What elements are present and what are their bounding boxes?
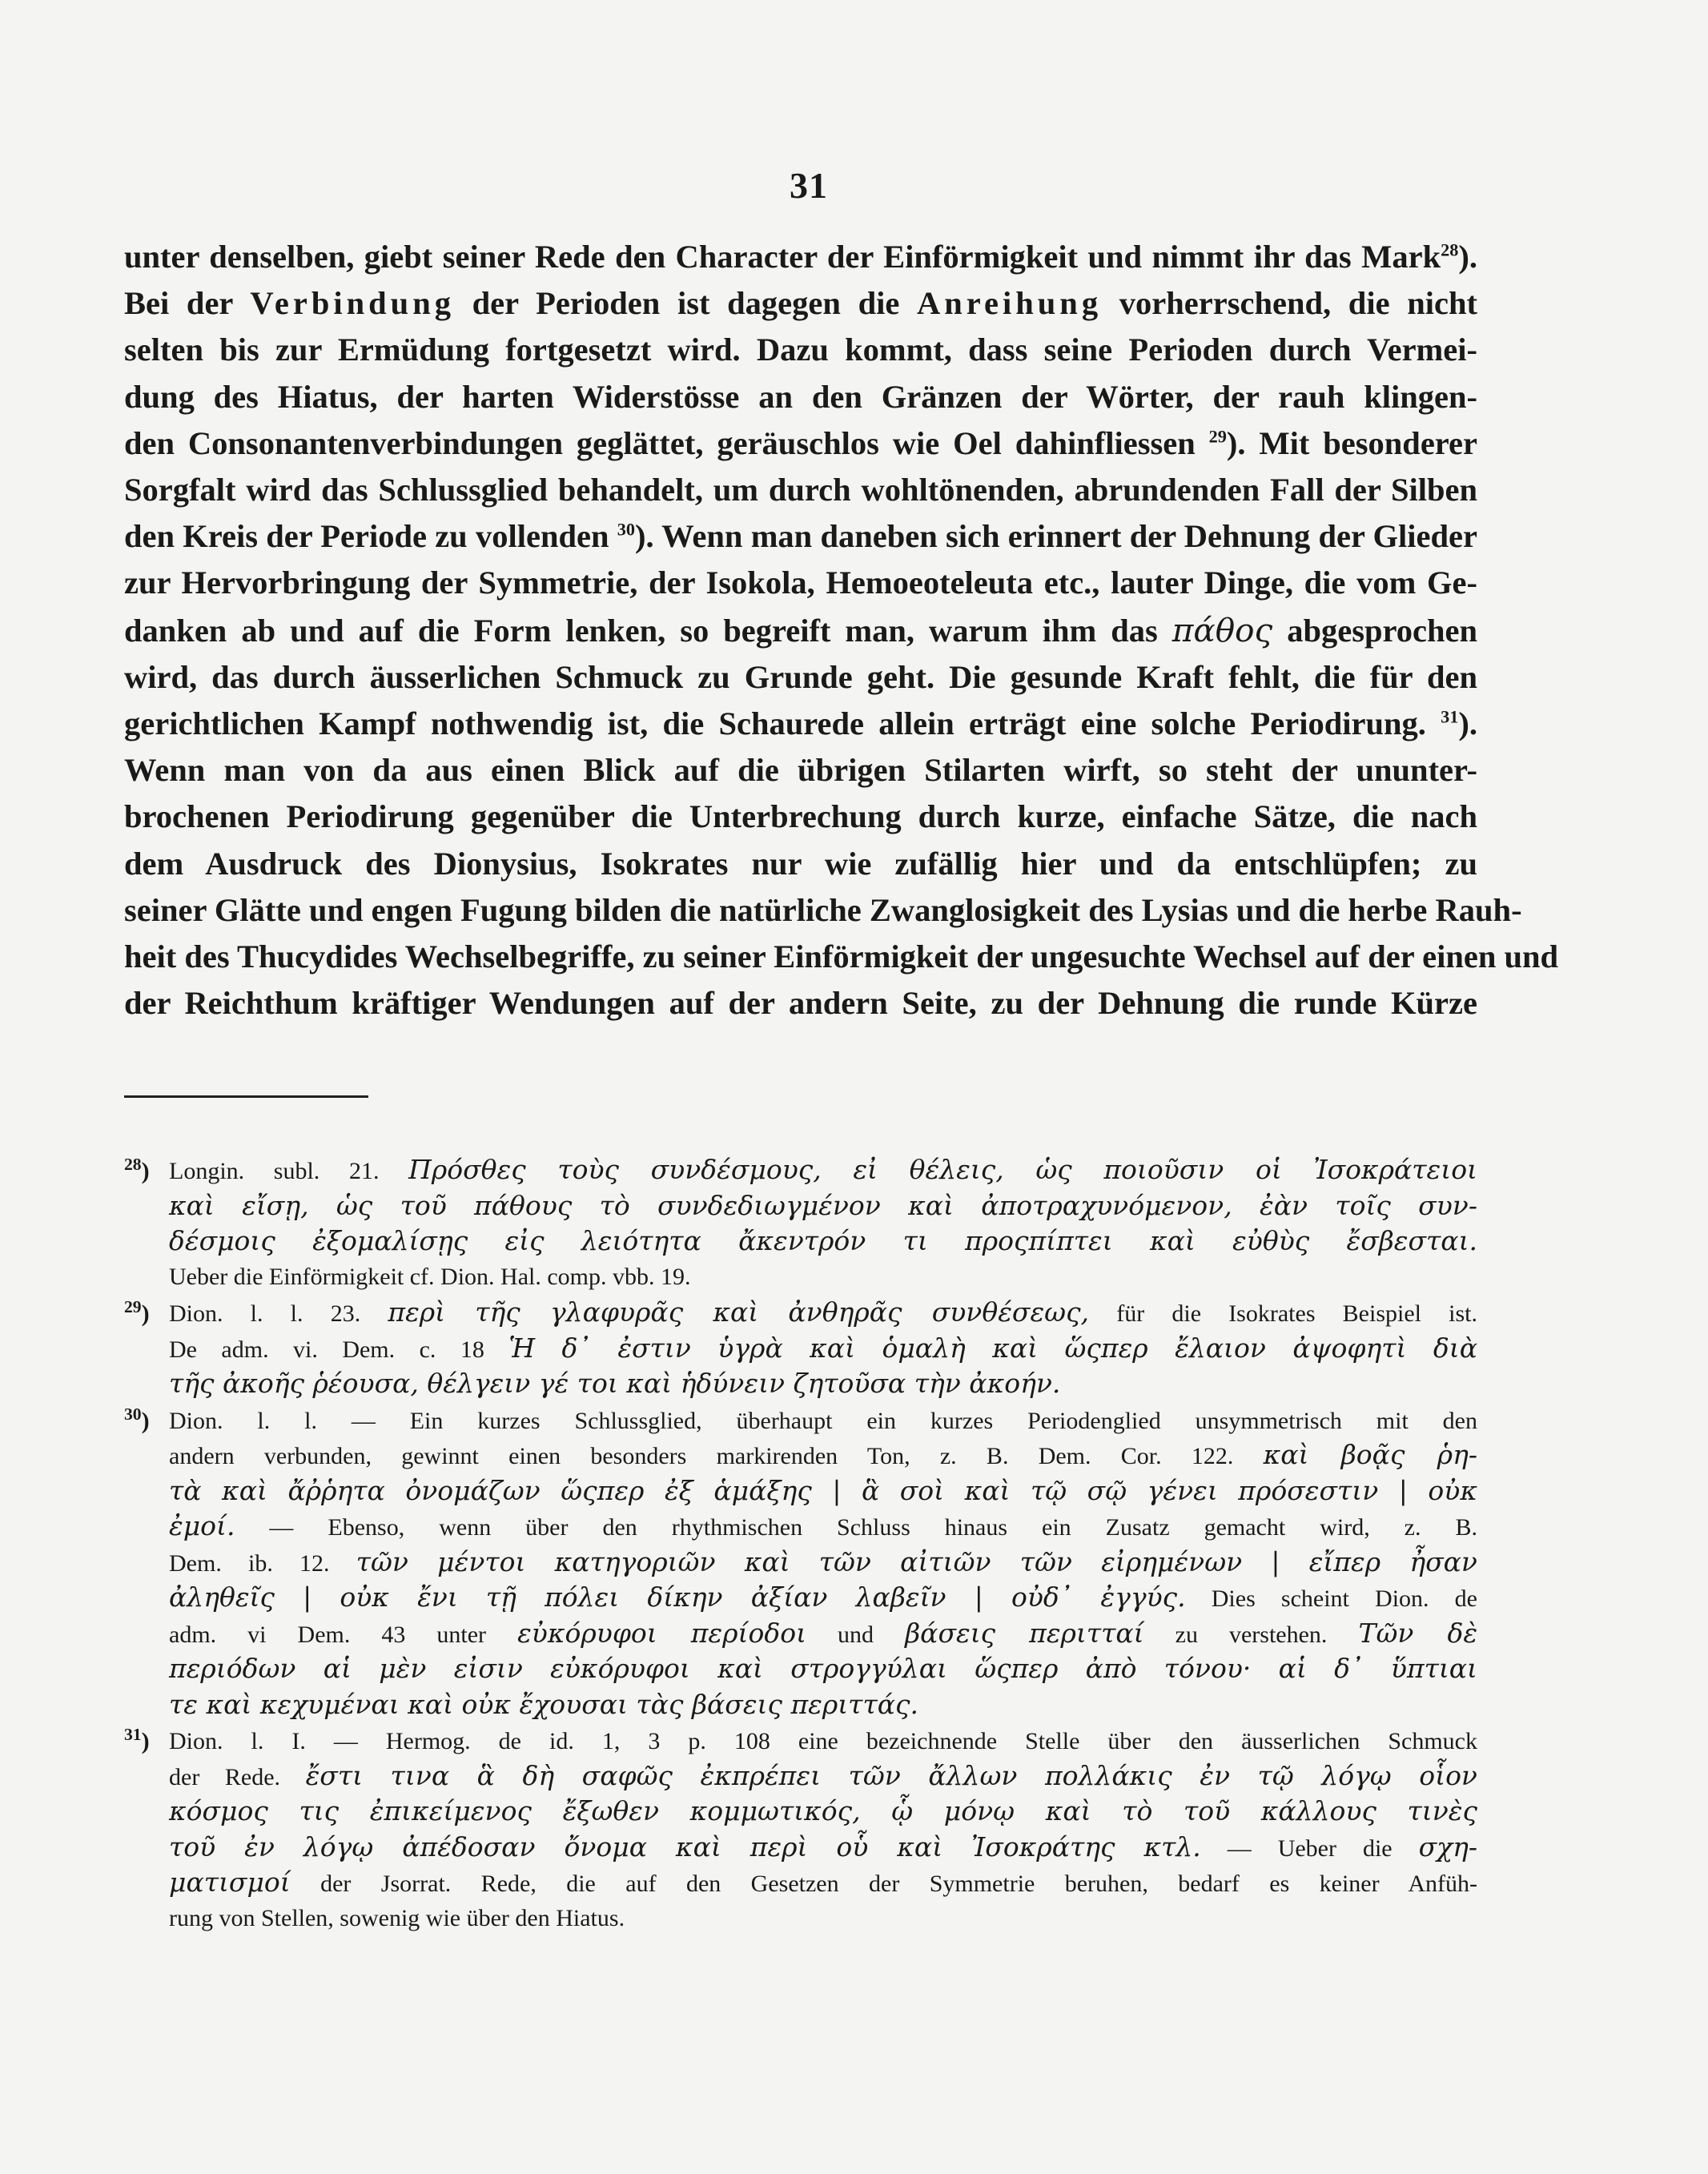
footnote-line: ἐμοί. — Ebenso, wenn über den rhythmischen Schluss hinaus ein Zusatz gemacht wird, z. B.	[169, 1510, 1477, 1541]
text-line: zur Hervorbringung der Symmetrie, der Isokola, Hemoeoteleuta etc., lauter Dinge, die vom Ge-	[124, 565, 1477, 601]
text-line: heit des Thucydides Wechselbegriffe, zu seiner Einförmigkeit der ungesuchte Wechsel auf der einen und	[124, 938, 1559, 975]
footnote-line: δέσμοις ἐξομαλίσῃς εἰς λειότητα ἄκεντρόν τι προςπίπτει καὶ εὐθὺς ἔσβεσται.	[169, 1225, 1477, 1256]
footnote-line: ἀληθεῖς | οὐκ ἔνι τῇ πόλει δίκην ἀξίαν λαβεῖν | οὐδ᾽ ἐγγύς. Dies scheint Dion. de	[169, 1581, 1477, 1613]
footnote-number: $^{28}$)	[124, 1155, 150, 1184]
text-line: seiner Glätte und engen Fugung bilden die natürliche Zwanglosigkeit des Lysias und die herbe Rauh-	[124, 891, 1522, 928]
footnote-line: der Rede. ἔστι τινα ἃ δὴ σαφῶς ἐκπρέπει τῶν ἄλλων πολλάκις ἐν τῷ λόγῳ οἷον	[169, 1759, 1477, 1791]
footnote-line: τῆς ἀκοῆς ῥέουσα, θέλγειν γέ τοι καὶ ἡδύνειν ζητοῦσα τὴν ἀκοήν.	[169, 1368, 1061, 1399]
footnote-line: τὰ καὶ ἄῤῥητα ὀνομάζων ὥςπερ ἐξ ἁμάξης | ἃ σοὶ καὶ τῷ σῷ γένει πρόσεστιν | οὐκ	[169, 1474, 1477, 1506]
footnote-number: $^{31}$)	[124, 1725, 150, 1754]
footnotes	[124, 1153, 1477, 1937]
text-line: wird, das durch äusserlichen Schmuck zu Grunde geht. Die gesunde Kraft fehlt, die für den	[124, 658, 1477, 695]
text-line: der Reichthum kräftiger Wendungen auf der andern Seite, zu der Dehnung die runde Kürze	[124, 985, 1477, 1022]
footnote-line: $^{28}$) Longin. subl. 21. Πρόσθες τοὺς συνδέσμους, εἰ θέλεις, ὡς ποιοῦσιν οἱ Ἰσοκράτειοι	[124, 1153, 1477, 1189]
footnote-line: κόσμος τις ἐπικείμενος ἔξωθεν κομμωτικός, ᾧ μόνῳ καὶ τὸ τοῦ κάλλους τινὲς	[169, 1795, 1477, 1826]
footnote-line: καὶ εἴσῃ, ὡς τοῦ πάθους τὸ συνδεδιωγμένον καὶ ἀποτραχυνόμενον, ἐὰν τοῖς συν-	[169, 1189, 1477, 1221]
footnote-line: $^{30}$) Dion. l. l. — Ein kurzes Schlussglied, überhaupt ein kurzes Periodenglied unsymmetrisch mit den	[124, 1404, 1477, 1439]
text-line: den Kreis der Periode zu vollenden $^{30}$). Wenn man daneben sich erinnert der Dehnung der Glieder	[124, 518, 1477, 555]
text-line: dung des Hiatus, der harten Widerstösse an den Gränzen der Wörter, der rauh klingen-	[124, 378, 1477, 415]
footnote-line: περιόδων αἱ μὲν εἰσιν εὐκόρυφοι καὶ στρογγύλαι ὥςπερ ἀπὸ τόνου· αἱ δ᾽ ὕπτιαι	[169, 1653, 1477, 1684]
footnote-29	[124, 1296, 1477, 1403]
footnote-line: $^{31}$) Dion. l. I. — Hermog. de id. 1, 3 p. 108 eine bezeichnende Stelle über den äusserlichen Schmuck	[124, 1725, 1477, 1759]
footnote-number: $^{29}$)	[124, 1297, 150, 1327]
footnote-number: $^{30}$)	[124, 1404, 150, 1434]
footnote-31	[124, 1725, 1477, 1935]
footnote-line: andern verbunden, gewinnt einen besonders markirenden Ton, z. B. Dem. Cor. 122. καὶ βοᾷς ῥη-	[169, 1439, 1477, 1470]
footnote-line: ματισμοί der Jsorrat. Rede, die auf den Gesetzen der Symmetrie beruhen, bedarf es keiner Anfüh-	[169, 1867, 1477, 1898]
footnote-line: adm. vi Dem. 43 unter εὐκόρυφοι περίοδοι und βάσεις περιτταί zu verstehen. Τῶν δὲ	[169, 1617, 1478, 1649]
text-line: Sorgfalt wird das Schlussglied behandelt, um durch wohltönenden, abrundenden Fall der Silben	[124, 472, 1477, 508]
footnote-30	[124, 1404, 1477, 1724]
text-line: brochenen Periodirung gegenüber die Unterbrechung durch kurze, einfache Sätze, die nach	[124, 798, 1477, 835]
footnote-line: Dem. ib. 12. τῶν μέντοι κατηγοριῶν καὶ τῶν αἰτιῶν τῶν εἰρημένων | εἴπερ ἦσαν	[169, 1545, 1477, 1577]
footnote-line: τοῦ ἐν λόγῳ ἀπέδοσαν ὄνομα καὶ περὶ οὗ καὶ Ἰσοκράτης κτλ. — Ueber die σχη-	[169, 1830, 1478, 1863]
text-line: Wenn man von da aus einen Blick auf die übrigen Stilarten wirft, so steht der ununter-	[124, 752, 1477, 789]
text-line: gerichtlichen Kampf nothwendig ist, die Schaurede allein erträgt eine solche Periodirung. $^{31}$).	[124, 705, 1477, 742]
text-line: unter denselben, giebt seiner Rede den Character der Einförmigkeit und nimmt ihr das Mark$^{28}$).	[124, 239, 1477, 275]
text-line: danken ab und auf die Form lenken, so begreift man, warum ihm das πάθος abgesprochen	[124, 610, 1477, 649]
footnote-line: τε καὶ κεχυμέναι καὶ οὐκ ἔχουσαι τὰς βάσεις περιττάς.	[169, 1688, 918, 1720]
footnote-28	[124, 1153, 1477, 1294]
page-number: 31	[790, 165, 828, 206]
text-line: Bei der Verbindung der Perioden ist dagegen die Anreihung vorherrschend, die nicht	[124, 285, 1477, 322]
footnote-divider	[124, 1095, 368, 1098]
footnote-line: Ueber die Einförmigkeit cf. Dion. Hal. comp. vbb. 19.	[169, 1263, 691, 1290]
text-line: den Consonantenverbindungen geglättet, geräuschlos wie Oel dahinfliessen $^{29}$). Mit besonderer	[124, 424, 1477, 461]
footnote-line: $^{29}$) Dion. l. l. 23. περὶ τῆς γλαφυρᾶς καὶ ἀνθηρᾶς συνθέσεως, für die Isokrates Beispiel ist.	[124, 1296, 1477, 1332]
main-text	[124, 234, 1559, 1027]
footnote-line: rung von Stellen, sowenig wie über den Hiatus.	[169, 1904, 625, 1931]
text-line: selten bis zur Ermüdung fortgesetzt wird. Dazu kommt, dass seine Perioden durch Vermei-	[124, 332, 1477, 368]
footnote-line: De adm. vi. Dem. c. 18 Ἡ δ᾽ ἐστιν ὑγρὰ καὶ ὁμαλὴ καὶ ὥςπερ ἔλαιον ἀψοφητὶ διὰ	[169, 1332, 1477, 1364]
text-line: dem Ausdruck des Dionysius, Isokrates nur wie zufällig hier und da entschlüpfen; zu	[124, 845, 1477, 882]
